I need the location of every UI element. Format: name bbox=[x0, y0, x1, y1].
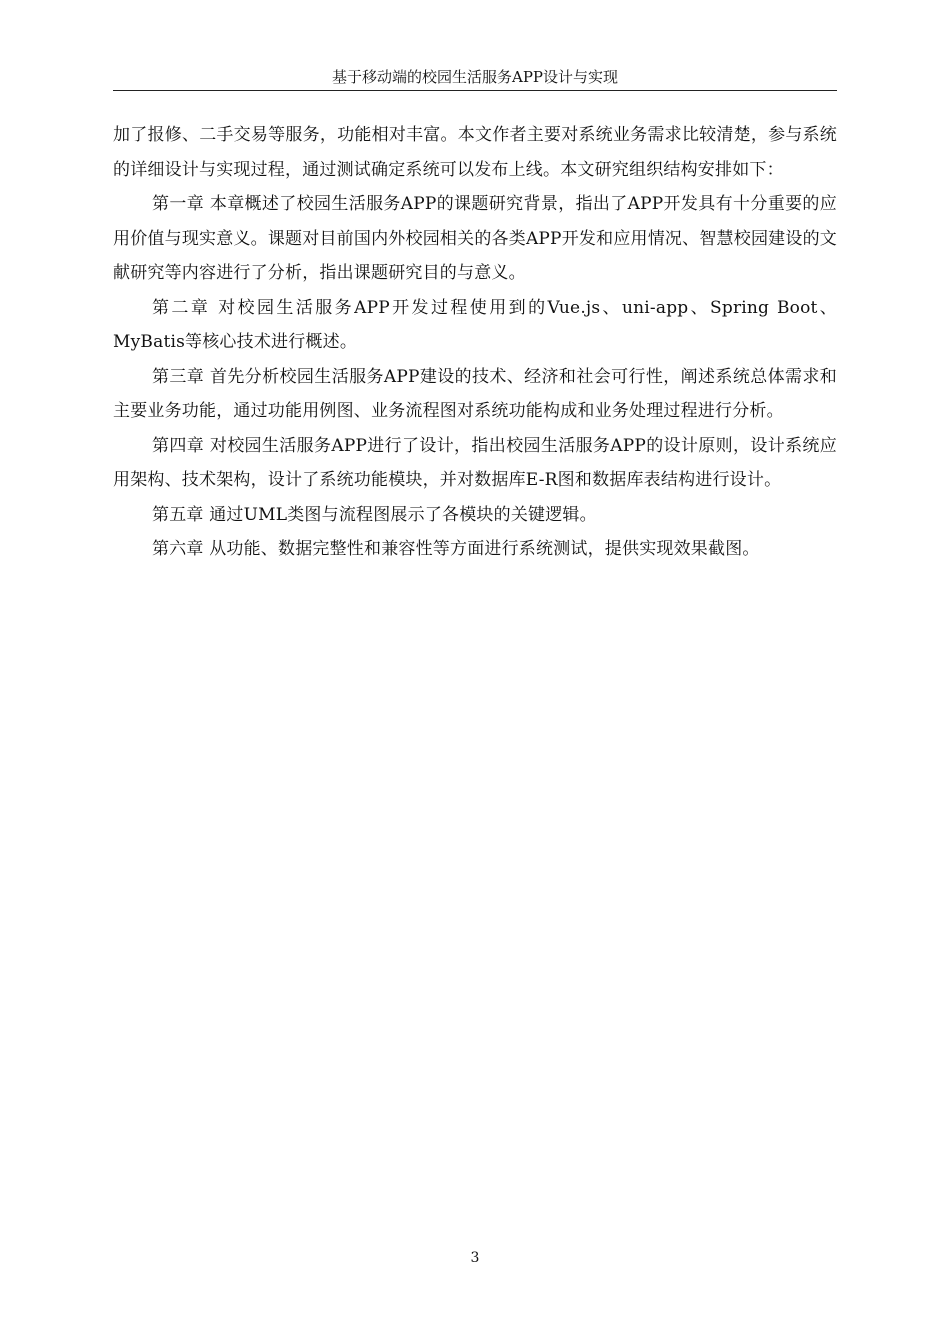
paragraph-chapter-6: 第六章 从功能、数据完整性和兼容性等方面进行系统测试，提供实现效果截图。 bbox=[152, 539, 760, 559]
paragraph-chapter-4: 第四章 对校园生活服务APP进行了设计，指出校园生活服务APP的设计原则，设计系统应用架构、技术架构，设计了系统功能模块，并对数据库E-R图和数据库表结构进行设计。 bbox=[113, 435, 837, 490]
body-text bbox=[113, 118, 837, 567]
paragraph-chapter-2: 第二章 对校园生活服务APP开发过程使用到的Vue.js、uni-app、Spring Boot、MyBatis等核心技术进行概述。 bbox=[113, 297, 837, 352]
running-title: 基于移动端的校园生活服务APP设计与实现 bbox=[331, 68, 619, 86]
paragraph-chapter-5: 第五章 通过UML类图与流程图展示了各模块的关键逻辑。 bbox=[152, 504, 597, 525]
paragraph-chapter-3: 第三章 首先分析校园生活服务APP建设的技术、经济和社会可行性，阐述系统总体需求和主要业务功能，通过功能用例图、业务流程图对系统功能构成和业务处理过程进行分析。 bbox=[113, 366, 837, 421]
page-number: 3 bbox=[470, 1250, 480, 1266]
paragraph-chapter-1: 第一章 本章概述了校园生活服务APP的课题研究背景，指出了APP开发具有十分重要的应用价值与现实意义。课题对目前国内外校园相关的各类APP开发和应用情况、智慧校园建设的文献研究等内容进行了分析，指出课题研究目的与意义。 bbox=[113, 194, 837, 283]
running-header bbox=[113, 66, 837, 91]
paragraph-continuation: 加了报修、二手交易等服务，功能相对丰富。本文作者主要对系统业务需求比较清楚，参与系统的详细设计与实现过程，通过测试确定系统可以发布上线。本文研究组织结构安排如下： bbox=[113, 125, 837, 180]
